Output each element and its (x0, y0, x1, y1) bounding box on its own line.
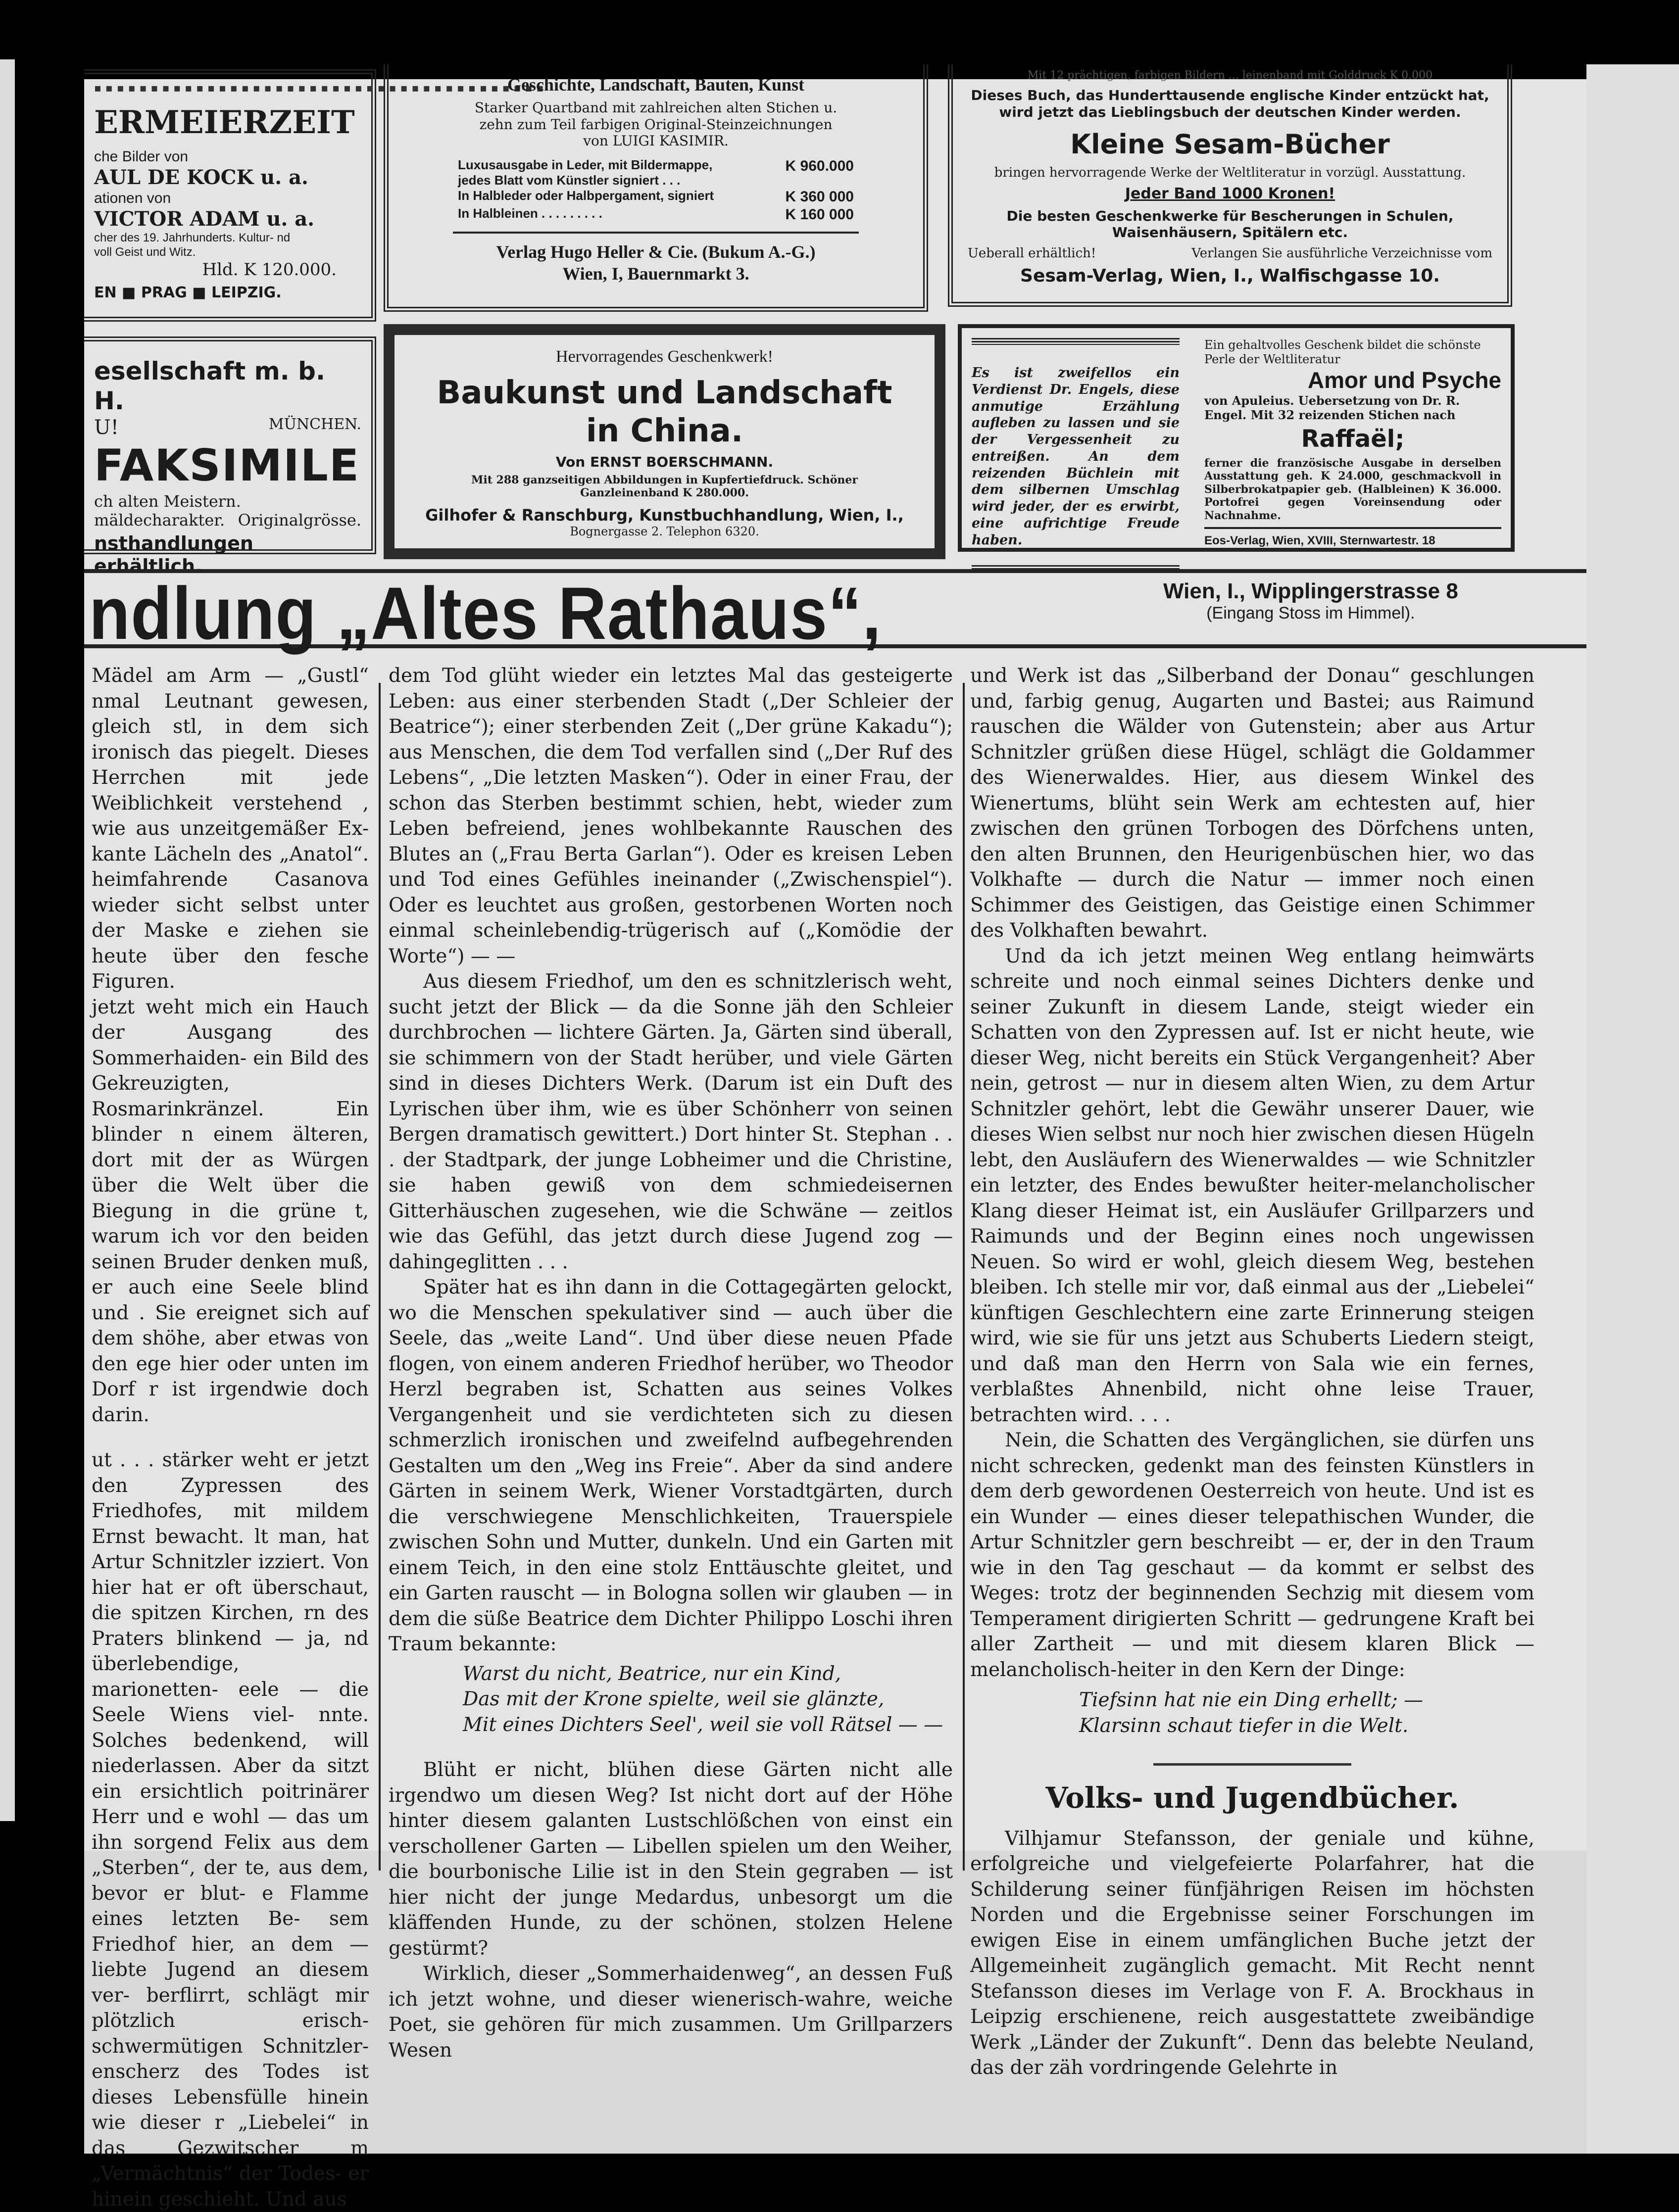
ad-description: cher des 19. Jahrhunderts. Kultur- nd voll Geist und Witz. (94, 231, 291, 259)
ad-author: AUL DE KOCK u. a. (94, 166, 308, 190)
article-column-2 (389, 663, 953, 2063)
ad-title: FAKSIMILE (94, 440, 360, 491)
ad-publisher: Eos-Verlag, Wien, XVIII, Sternwartestr. 18 (1204, 533, 1435, 547)
price-label: In Halbleinen . . . . . . . . . (458, 206, 602, 221)
verse-line: Klarsinn schaut tiefer in die Welt. (1079, 1714, 1409, 1737)
ad-text: nsthandlungen erhältlich. (94, 532, 253, 577)
ad-title: Kleine Sesam-Bücher (1070, 128, 1390, 160)
paragraph: Und da ich jetzt meinen Weg entlang heimwärts schreite und noch einmal seines Dichters denke und seiner Zukunft in diesem Lande, steigt wieder ein Schatten von den Zypressen auf. Ist er nicht heute, wie dieser Weg, nicht bereits ein Stück Vergangenheit? Aber nein, getrost — nur in diesem alten Wien, zu dem Artur Schnitzler gehört, lebt die Gewähr unserer Dauer, wie dieses Wien selbst nur noch hier zwischen diesen Hügeln lebt, den Ausläufern des Wienerwaldes — wie Schnitzler ein letzter, des Endes bewußter heiter-melancholischer Klang dieser Heimat ist, ein Ausläufer Grillparzers und Raimunds und der Beginn eines noch ungewissen Neuen. So wird er wohl, gleich diesem Weg, bestehen bleiben. Ich stelle mir vor, daß einmal aus der „Liebelei“ künftigen Geschlechtern eine zarte Erinnerung steigen wird, wie sie für uns jetzt aus Schuberts Liedern steigt, und daß man den Herrn von Sala wie ein fernes, verblaßtes Ahnenbild, nicht ohne leise Trauer, betrachten wird. . . . (970, 945, 1534, 1426)
ad-sesam-buecher (948, 64, 1512, 307)
paragraph: und Werk ist das „Silberband der Donau“ geschlungen und, farbig genug, Augarten und Bastei; aus Raimund rauschen die Wälder von Gutenstein; aber aus Artur Schnitzler grüßen diese Hügel, schlägt die Goldammer des Wienerwaldes. Hier, aus diesem Winkel des Wienertums, blüht sein Werk am echtesten auf, hier zwischen den grünen Torbogen des Dörfchens unten, den alten Brunnen, den Heurigenbüschen hier, wo das Volkhafte — durch die Natur — immer noch einen Schimmer des Geistigen, das Geistige einen Schimmer des Volkhaften bewahrt. (970, 665, 1534, 942)
ad-description: Mit 288 ganzseitigen Abbildungen in Kupfertiefdruck. Schöner Ganzleinenband K 280.000. (471, 473, 858, 500)
ad-praise: Es ist zweifellos ein Verdienst Dr. Engels, diese anmutige Erzählung aufleben zu lassen und sie der Vergessenheit zu entreißen. An dem reizenden Büchlein mit dem silbernen Umschlag wird jeder, der es erwirbt, eine aufrichtige Freude haben. (972, 365, 1180, 548)
price-label: Luxusausgabe in Leder, mit Bildermappe, jedes Blatt vom Künstler signiert . . . (458, 157, 713, 188)
ad-publisher: Sesam-Verlag, Wien, I., Walfischgasse 10. (1020, 265, 1440, 286)
adjacent-page-edge (0, 59, 15, 1821)
ad-gift: Die besten Geschenkwerke für Bescherungen in Schulen, Waisenhäusern, Spitälern etc. (1006, 207, 1454, 241)
banner-street: Wien, I., Wipplingerstrasse 8 (1163, 579, 1458, 603)
verse-line: Warst du nicht, Beatrice, nur ein Kind, (463, 1662, 841, 1685)
paragraph: jetzt weht mich ein Hauch der Ausgang des Sommerhaiden- ein Bild des Gekreuzigten, Rosmarinkränzel. Ein blinder n einem älteren, dort mit der as Würgen über die Welt über die Biegung in die grüne t, warum ich vor den beiden seinen Bruder denken muß, er auch eine Seele blind und . Sie ereignet sich auf dem shöhe, aber etwas von den ege hier oder unten im Dorf r ist irgendwie doch darin. (92, 996, 369, 1426)
availability-text: Ueberall erhältlich! (968, 245, 1096, 261)
price-row (458, 157, 854, 188)
paragraph: Aus diesem Friedhof, um den es schnitzlerisch weht, sucht jetzt der Blick — da die Sonne jäh den Schleier durchbrochen — lichtere Gärten. Ja, Gärten sind überall, sie schimmern von der Stadt herüber, und viele Gärten sind in dieses Dichters Werk. (Darum ist ein Duft des Lyrischen über ihm, wie es über Schönherr von seinen Bergen dramatisch gewittert.) Dort hinter St. Stephan . . . der Stadtpark, der junge Lobheimer und die Christine, sie haben gewiß von dem schmiedeisernen Gitterhäuschen zugesehen, wie die Schwäne — zeitlos wie das Gefühl, das jetzt durch diese Jugend zog — dahingeglitten . . . (389, 970, 953, 1273)
price-value: K 160 000 (785, 206, 854, 223)
paragraph: Wirklich, dieser „Sommerhaidenweg“, an dessen Fuß ich jetzt wohne, und dieser wienerisch-wahre, weiche Poet, sie gehören für mich zusammen. Um Grillparzers Wesen (389, 1963, 953, 2062)
ad-title: ERMEIERZEIT (94, 104, 355, 142)
decorative-lines (972, 338, 1180, 345)
ad-description: bringen hervorragende Werke der Weltliteratur in vorzügl. Ausstattung. (994, 165, 1466, 181)
article-column-1 (92, 663, 369, 2212)
verse-line: Das mit der Krone spielte, weil sie glänzte, (463, 1688, 885, 1710)
ad-text: ch alten Meistern. (94, 491, 241, 511)
ad-artist: von LUIGI KASIMIR. (583, 133, 729, 149)
ad-publisher: Gilhofer & Ranschburg, Kunstbuchhandlung, Wien, I., (425, 505, 904, 525)
ad-author: Von ERNST BOERSCHMANN. (555, 454, 774, 471)
ad-feature: mäldecharakter. (94, 510, 225, 529)
price-row (458, 188, 854, 206)
article-column-3 (970, 663, 1534, 2081)
banner-entrance: (Eingang Stoss im Himmel). (1206, 604, 1415, 623)
ad-luigi-kasimir (384, 64, 928, 312)
ad-faksimile (84, 337, 376, 577)
ad-title: Amor und Psyche (1307, 367, 1501, 393)
ad-availability (968, 246, 1492, 261)
ad-city: MÜNCHEN. (268, 416, 361, 433)
ad-address: Bognergasse 2. Telephon 6320. (570, 525, 759, 539)
paragraph: Später hat es ihn dann in die Cottagegärten gelockt, wo die Menschen spekulativer sind — auch über die Seele, das „weite Land“. Und über diese neuen Pfade flogen, von einem anderen Friedhof herüber, wo Theodor Herzl begraben ist, Schatten aus seines Volkes Vergangenheit und sie verdichteten sich zu diesen schmerzlich ironischen und zweifelnd aufbegehrenden Gestalten um den „Weg ins Freie“. Aber da sind andere Gärten in seinem Werk, Wiener Vorstadtgärten, durch die verschwiegene Menschlichkeiten, Trauerspiele zwischen Sohn und Mutter, dunkeln. Und ein Garten mit einem Teich, in den eine stolz Enttäuschte gleitet, und ein Garten rauscht — in Bologna sollen wir glauben — in dem die süße Beatrice dem Dichter Philippo Loschi ihren Traum bekannte: (389, 1276, 953, 1655)
price-list (458, 157, 854, 224)
request-text: Verlangen Sie ausführliche Verzeichnisse vom (1191, 245, 1492, 261)
page-right-margin (1586, 64, 1679, 2154)
ad-baukunst-china (384, 324, 945, 559)
section-divider (1153, 1763, 1351, 1766)
paragraph: dem Tod glüht wieder ein letztes Mal das gesteigerte Leben: aus einer sterbenden Stadt („Der Schleier der Beatrice“); einer sterbenden Zeit („Der grüne Kakadu“); aus Menschen, die dem Tod verfallen sind („Der Ruf des Lebens“, „Die letzten Masken“). Oder in einer Frau, der schon das Sterben bestimmt schien, hebt, wieder zum Leben befreiend, jenes wohlbekannte Rauschen des Blutes an („Frau Berta Garlan“). Oder es kreisen Leben und Tod eines Gefühles ineinander („Zwischenspiel“). Oder es leuchtet aus großen, gestorbenen Worten noch einmal scheinlebendig-trügerisch auf („Komödie der Worte“) — — (389, 665, 953, 967)
ad-description: Starker Quartband mit zahlreichen alten Stichen u. zehn zum Teil farbigen Original-Steinzeichnungen (474, 99, 838, 133)
ad-intro: Ein gehaltvolles Geschenk bildet die schönste Perle der Weltliteratur (1204, 338, 1481, 366)
ad-price: Jeder Band 1000 Kronen! (1125, 185, 1335, 202)
divider (453, 232, 859, 234)
ad-subhead (94, 416, 361, 439)
divider (1204, 527, 1501, 529)
banner-address (1163, 579, 1458, 623)
column-divider (963, 683, 965, 1871)
ad-author: VICTOR ADAM u. a. (94, 207, 315, 231)
verse-line: Mit eines Dichters Seel', weil sie voll Rätsel — — (463, 1713, 943, 1736)
ad-publisher: Verlag Hugo Heller & Cie. (Bukum A.-G.) (496, 242, 816, 262)
ad-pretitle: Hervorragendes Geschenkwerk! (556, 347, 773, 366)
section-heading: Volks- und Jugendbücher. (1045, 1781, 1459, 1815)
paragraph: ut . . . stärker weht er jetzt den Zypressen des Friedhofes, mit mildem Ernst bewacht. lt man, hat Artur Schnitzler izziert. Von hier hat er oft überschaut, die spitzen Kirchen, rn des Praters blinkend — ja, nd überlebendige, marionetten- eele — die Seele Wiens viel- nnte. Solches bedenkend, will niederlassen. Aber da sitzt ein ersichtlich poitrinärer Herr und e wohl — das um ihn sorgend Felix aus dem „Sterben“, der te, aus dem, bevor er blut- e Flamme eines letzten Be- sem Friedhof hier, an dem — liebte Jugend an diesem ver- berflirrt, schlägt mir plötzlich erisch-schwermütigen Schnitzler- enscherz des Todes ist dieses Lebensfülle hinein wie dieser r „Liebelei“ in das Gezwitscher m „Vermächtnis“ der Todes- er hinein geschieht. Und aus (92, 1449, 369, 2211)
price-value: K 960.000 (785, 157, 854, 174)
ad-company: esellschaft m. b. H. (94, 357, 325, 415)
ad-amor-und-psyche (958, 324, 1515, 552)
ad-title: Geschichte, Landschaft, Bauten, Kunst (507, 75, 805, 95)
bookshop-banner (84, 569, 1586, 655)
paragraph: Mädel am Arm — „Gustl“ nmal Leutnant gewesen, gleich stl, in dem sich ironisch das piegelt. Dieses Herrchen mit jede Weiblichkeit verstehend , wie aus unzeitgemäßer Ex- kante Lächeln des „Anatol“. heimfahrende Casanova wieder sicht selbst unter der Maske e ziehen sie heute über den fesche Figuren. (92, 665, 369, 993)
ad-text: ationen von (94, 190, 171, 207)
column-divider (379, 683, 381, 1871)
paragraph: Vilhjamur Stefansson, der geniale und kühne, erfolgreiche und vielgefeierte Polarfahrer, hat die Schilderung seiner fünfjährigen Reisen im höchsten Norden und die Ergebnisse seiner Forschungen im ewigen Eise in einem umfänglichen Buche jetzt der Allgemeinheit zugänglich gemacht. Mit Recht nennt Stefansson dieses im Verlage von F. A. Brockhaus in Leipzig erschienene, reich ausgestattete zweibändige Werk „Länder der Zukunft“. Denn das belebte Neuland, das der zäh vordringende Gelehrte in (970, 1827, 1534, 2079)
paragraph: Nein, die Schatten des Vergänglichen, sie dürfen uns nicht schrecken, gedenkt man des feinsten Künstlers in dem derb gewordenen Oesterreich von heute. Und ist es ein Wunder — eines dieser telepathischen Wunder, die Artur Schnitzler gern beschreibt — er, der in den Traum wie in den Tag geschaut — da kommt er selbst des Weges: trotz der beginnenden Sechzig mit diesem vom Temperament dirigierten Schritt — gedrungene Kraft bei aller Zartheit — und mit diesem klaren Blick — melancholisch-heiter in den Kern der Dinge: (970, 1429, 1534, 1681)
ad-address: Wien, I, Bauernmarkt 3. (562, 263, 749, 284)
price-label: In Halbleder oder Halbpergament, signiert (458, 188, 714, 203)
paragraph: Blüht er nicht, blühen diese Gärten nicht alle irgendwo um diesen Weg? Ist nicht dort auf der Höhe hinter diesem galanten Lustschlößchen von einst ein verschollener Garten — Libellen spielen um den Weiher, die bourbonische Lilie ist in den Stein gegraben — ist hier nicht der junge Medardus, unbesorgt um die kläffenden Hunde, zu der schönen, stolzen Helene gestürmt? (389, 1759, 953, 1960)
ad-artist: Raffaël; (1301, 425, 1405, 453)
ad-right-column (1204, 338, 1501, 548)
ad-price: Hld. K 120.000. (202, 259, 337, 280)
ad-title-line2: in China. (586, 412, 743, 449)
ad-description: von Apuleius. Uebersetzung von Dr. R. Engel. Mit 32 reizenden Stichen nach (1204, 393, 1460, 422)
ad-features (94, 511, 361, 529)
ad-text: che Bilder von (94, 148, 189, 165)
verse-line: Tiefsinn hat nie ein Ding erhellt; — (1079, 1689, 1423, 1711)
ad-left-column (972, 338, 1180, 572)
ad-border-ornament: ▪▪▪▪▪▪▪▪▪▪▪▪▪▪▪▪▪▪▪▪▪▪▪▪▪▪▪▪▪▪▪▪▪▪▪▪▪▪▪▪ (94, 82, 548, 95)
ad-intro: Dieses Buch, das Hunderttausende englische Kinder entzückt hat, wird jetzt das Lieblingsbuch der deutschen Kinder werden. (971, 87, 1489, 120)
ad-new-label: U! (94, 416, 119, 439)
ad-title: Baukunst und Landschaft (437, 374, 892, 411)
ad-feature: Originalgrösse. (238, 510, 361, 529)
banner-title: ndlung „Altes Rathaus“, (89, 572, 882, 655)
price-row (458, 206, 854, 224)
price-value: K 360 000 (785, 189, 854, 205)
ad-more: ferner die französische Ausgabe in derselben Ausstattung geh. K 24.000, geschmackvoll in Silberbrokatpapier geb. (Halbleinen) K 36.000. Portofrei gegen Voreinsendung oder Nachnahme. (1204, 456, 1501, 522)
ad-top-line: Mit 12 prächtigen, farbigen Bildern ... leinenband mit Golddruck K 0.000 (1027, 69, 1433, 82)
ad-cities: EN ■ PRAG ■ LEIPZIG. (94, 284, 282, 301)
